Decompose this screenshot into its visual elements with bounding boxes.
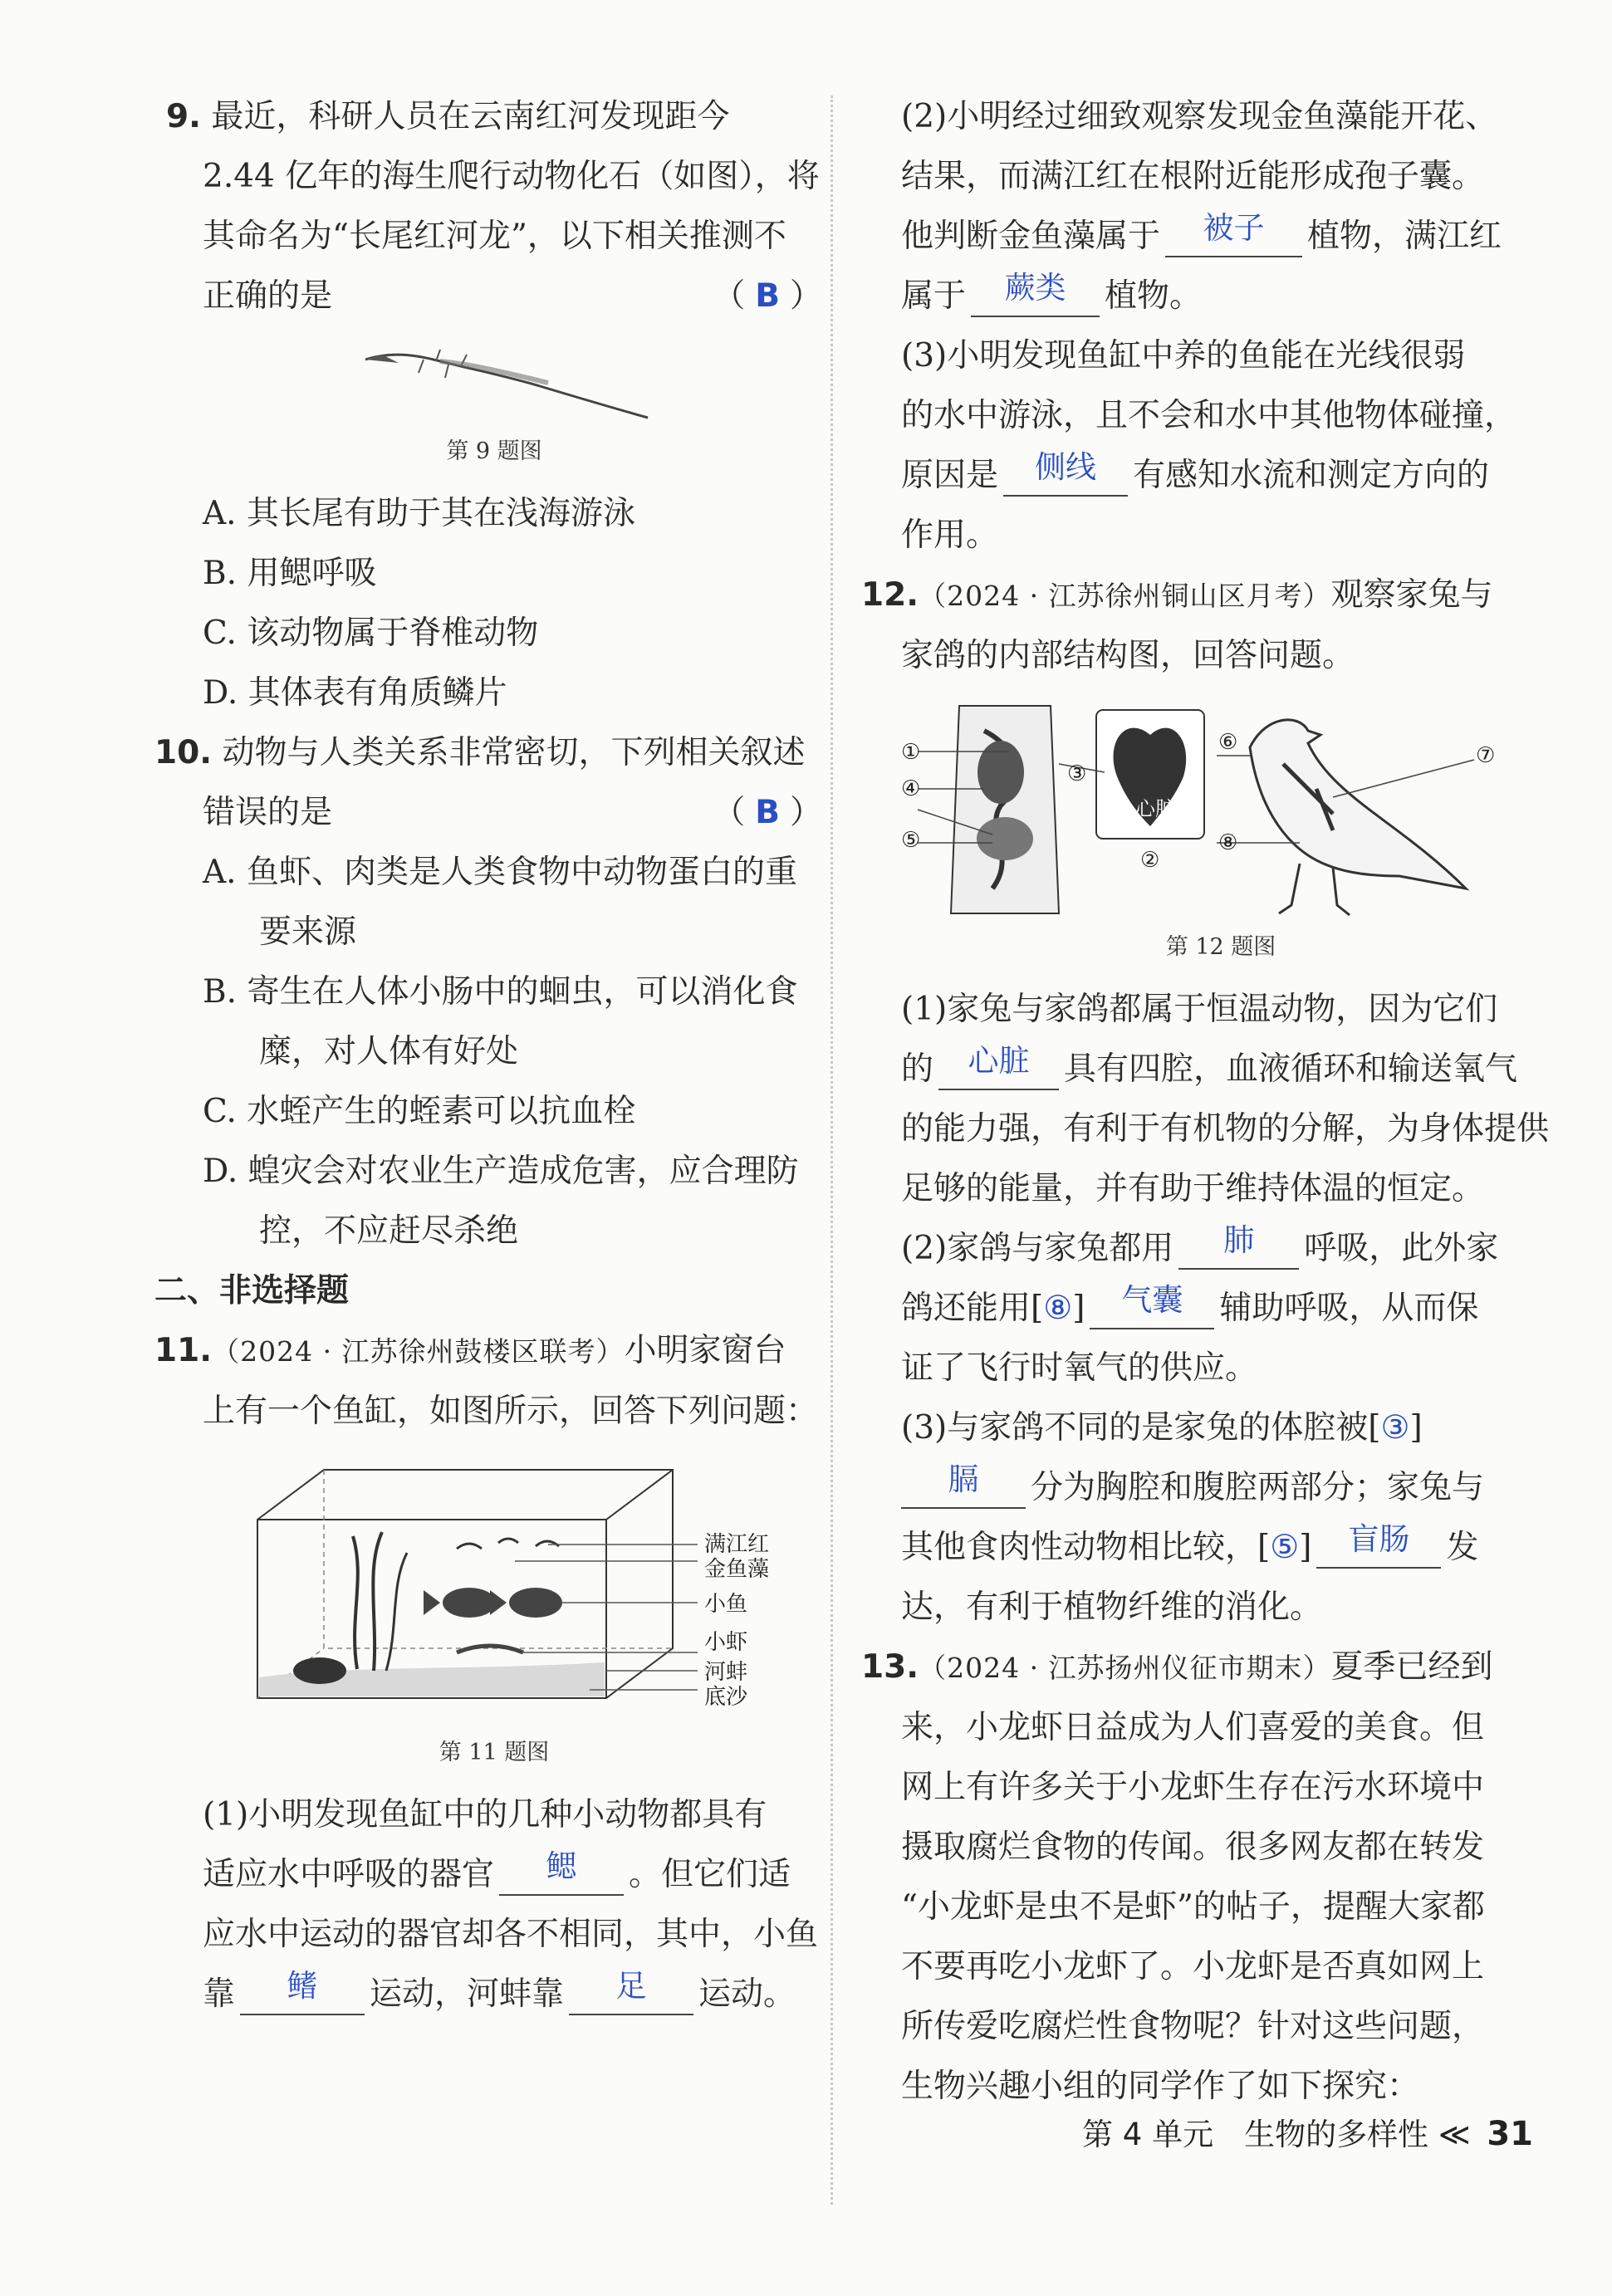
question-text: 摄取腐烂食物的传闻。很多网友都在转发 (901, 1828, 1485, 1866)
question-text: 的能力强，有利于有机物的分解，为身体提供 (901, 1110, 1550, 1148)
question-text: 错误的是 （ B ） (166, 783, 822, 843)
answer-bracket: （ B ） (713, 794, 822, 831)
question-text: 他判断金鱼藻属于 被子 植物，满江红 (901, 207, 1541, 267)
answer-blank: 盲肠 (1316, 1529, 1441, 1569)
question-11: 11.（2024 · 江苏徐州鼓楼区联考）小明家窗台 上有一个鱼缸，如图所示，回答下列问题： 满江红 金鱼藻 小鱼 小虾 河蚌 底沙 第 11 题图 (1)小明发现鱼缸中的几种小动物都具有 适应水中呼吸的器官 鳃 。但它们适 应水中运动的器官却各不相同，其中，小鱼 靠 鳍 运动，河蚌靠 足 运动。 (166, 1321, 822, 2024)
option-b: B. 寄生在人体小肠中的蛔虫，可以消化食 (203, 973, 798, 1011)
option-b: B. 用鳃呼吸 (203, 555, 377, 592)
option-d: D. 蝗灾会对农业生产造成危害，应合理防 (203, 1153, 799, 1190)
question-text: 属于 蕨类 植物。 (901, 267, 1541, 326)
answer-blank: 蕨类 (971, 277, 1100, 317)
answer-letter: B (755, 794, 780, 831)
question-text: 其他食肉性动物相比较，[⑤] 盲肠 发 (901, 1518, 1541, 1578)
column-divider (830, 95, 833, 2205)
option-b-cont: 糜，对人体有好处 (259, 1033, 519, 1070)
label-manjianghong: 满江红 (704, 1532, 770, 1557)
option-c: C. 该动物属于脊椎动物 (203, 614, 539, 652)
marker-7: ⑦ (1476, 743, 1496, 768)
question-text: 最近，科研人员在云南红河发现距今 (211, 98, 730, 135)
page-footer (1082, 2109, 1533, 2154)
answer-blank: 肺 (1178, 1230, 1299, 1270)
question-text: 生物兴趣小组的同学作了如下探究： (901, 2068, 1420, 2105)
question-text: 靠 鳍 运动，河蚌靠 足 运动。 (166, 1965, 822, 2024)
label-xiaoyu: 小鱼 (704, 1592, 748, 1617)
question-source: （2024 · 江苏徐州铜山区月考） (919, 580, 1331, 612)
answer-bracket: （ B ） (713, 277, 822, 315)
question-text: (2)小明经过细致观察发现金鱼藻能开花、 (901, 98, 1498, 135)
section-heading: 二、非选择题 (154, 1272, 350, 1310)
answer-marker: ③ (1380, 1409, 1410, 1447)
option-a: A. 其长尾有助于其在浅海游泳 (203, 495, 635, 532)
fossil-figure (357, 326, 656, 426)
answer-blank: 鳃 (499, 1856, 624, 1896)
question-number: 9. (166, 98, 201, 135)
marker-8: ⑧ (1218, 830, 1238, 855)
label-jinyuzao: 金鱼藻 (704, 1557, 770, 1582)
question-text: 动物与人类关系非常密切，下列相关叙述 (222, 734, 806, 771)
option-d: D. 其体表有角质鳞片 (203, 674, 507, 712)
option-a-cont: 要来源 (259, 913, 357, 951)
label-xiaoxia: 小虾 (704, 1630, 748, 1655)
question-text: 原因是 侧线 有感知水流和测定方向的 (901, 446, 1541, 506)
option-a: A. 鱼虾、肉类是人类食物中动物蛋白的重 (203, 854, 797, 891)
question-text: (2)家鸽与家兔都用 肺 呼吸，此外家 (901, 1219, 1541, 1279)
left-column (154, 87, 822, 2024)
figure-caption: 第 12 题图 (1165, 934, 1276, 960)
marker-3: ③ (1067, 761, 1087, 786)
question-text: 正确的是 （ B ） (166, 267, 822, 326)
figure-caption: 第 11 题图 (439, 1740, 550, 1765)
question-text: 作用。 (901, 516, 999, 554)
question-number: 11. (154, 1332, 213, 1369)
answer-blank: 气囊 (1090, 1290, 1214, 1329)
question-text: 结果，而满江红在根附近能形成孢子囊。 (901, 158, 1485, 195)
question-text: 不要再吃小龙虾了。小龙虾是否真如网上 (901, 1948, 1485, 1985)
question-text: 家鸽的内部结构图，回答问题。 (901, 637, 1355, 674)
question-text: 的 心脏 具有四腔，血液循环和输送氧气 (901, 1040, 1541, 1099)
answer-blank: 足 (569, 1975, 693, 2015)
marker-5: ⑤ (901, 828, 921, 853)
question-text: “小龙虾是虫不是虾”的帖子，提醒大家都 (901, 1888, 1485, 1926)
question-text: 的水中游泳，且不会和水中其他物体碰撞， (901, 397, 1517, 434)
question-text: 证了飞行时氧气的供应。 (901, 1349, 1258, 1387)
answer-blank: 被子 (1165, 218, 1302, 257)
question-number: 10. (154, 734, 213, 771)
question-text: 膈 分为胸腔和腹腔两部分；家兔与 (901, 1458, 1541, 1518)
unit-title: 第 4 单元 生物的多样性 (1082, 2117, 1429, 2152)
answer-marker: ⑧ (1043, 1290, 1073, 1327)
marker-2: ② (1140, 848, 1160, 873)
answer-blank: 心脏 (938, 1050, 1059, 1090)
question-text: 其命名为“长尾红河龙”，以下相关推测不 (203, 218, 786, 255)
right-column (861, 87, 1550, 2117)
question-text: 达，有利于植物纤维的消化。 (901, 1589, 1323, 1626)
question-text: 2.44 亿年的海生爬行动物化石（如图），将 (203, 158, 820, 195)
answer-blank: 侧线 (1003, 457, 1128, 497)
fish-tank-figure (249, 1453, 789, 1727)
question-text: 适应水中呼吸的器官 鳃 。但它们适 (166, 1845, 822, 1905)
question-13: 13.（2024 · 江苏扬州仪征市期末）夏季已经到 来，小龙虾日益成为人们喜爱的美食。但 网上有许多关于小龙虾生存在污水环境中 摄取腐烂食物的传闻。很多网友都在转发 “小龙虾是虫不是虾”的帖子，提醒大家都 不要再吃小龙虾了。小龙虾是否真如网上 所传爱吃腐烂性食物呢？针对这些问题， 生物兴趣小组的同学作了如下探究： (901, 1638, 1541, 2117)
question-9 (166, 87, 822, 723)
figure-caption: 第 9 题图 (446, 438, 542, 464)
label-hebang: 河蚌 (704, 1660, 748, 1685)
marker-4: ④ (901, 776, 921, 801)
question-number: 12. (861, 576, 919, 614)
question-text: 鸽还能用[⑧] 气囊 辅助呼吸，从而保 (901, 1279, 1541, 1339)
question-text: 足够的能量，并有助于维持体温的恒定。 (901, 1170, 1485, 1207)
question-source: （2024 · 江苏扬州仪征市期末） (919, 1652, 1331, 1684)
option-d-cont: 控，不应赶尽杀绝 (259, 1212, 519, 1250)
question-10 (154, 723, 822, 1261)
marker-6: ⑥ (1218, 730, 1238, 755)
question-text: 网上有许多关于小龙虾生存在污水环境中 (901, 1769, 1485, 1806)
answer-blank: 膈 (901, 1469, 1026, 1509)
option-c: C. 水蛭产生的蛭素可以抗血栓 (203, 1093, 636, 1130)
question-text: (3)小明发现鱼缸中养的鱼能在光线很弱 (901, 337, 1466, 375)
answer-marker: ⑤ (1270, 1529, 1300, 1566)
question-11-continued (901, 87, 1541, 565)
page-number: 31 (1487, 2115, 1533, 2153)
question-text: (1)家兔与家鸽都属于恒温动物，因为它们 (901, 991, 1498, 1028)
question-text: (3)与家鸽不同的是家兔的体腔被[③] (901, 1409, 1423, 1447)
heart-label: 心脏 (1135, 797, 1175, 820)
answer-blank: 鳍 (240, 1975, 365, 2015)
question-source: （2024 · 江苏徐州鼓楼区联考） (212, 1335, 625, 1368)
marker-1: ① (901, 740, 921, 765)
question-text: (1)小明发现鱼缸中的几种小动物都具有 (203, 1796, 767, 1833)
question-text: 来，小龙虾日益成为人们喜爱的美食。但 (901, 1709, 1485, 1746)
chevron-left-icon: ≪ (1438, 2117, 1471, 2152)
question-text: 所传爱吃腐烂性食物呢？针对这些问题， (901, 2008, 1485, 2045)
question-text: 应水中运动的器官却各不相同，其中，小鱼 (203, 1916, 819, 1953)
answer-letter: B (755, 277, 780, 315)
rabbit-pigeon-figure (901, 698, 1499, 922)
question-number: 13. (861, 1648, 919, 1686)
question-text: 上有一个鱼缸，如图所示，回答下列问题： (203, 1393, 819, 1430)
label-dısha: 底沙 (704, 1685, 748, 1710)
question-12: 12.（2024 · 江苏徐州铜山区月考）观察家兔与 家鸽的内部结构图，回答问题。 心脏 ① ② ③ ④ ⑤ ⑥ ⑦ ⑧ 第 12 题图 (1)家兔与家鸽都属于恒温动物，因为它们 的 心脏 具有四腔，血液循环和输送氧气 的能力强，有利于有机物的分解，为身体提供 足够的能量，并有助于维持体温的恒定。 (2)家鸽与家兔都用 肺 呼吸，此外家 鸽还能用[⑧] 气囊 辅助呼吸，从而保 证了飞行时氧气的供应。 (3)与家鸽不同的是家兔的体腔被[③] 膈 分为胸腔和腹腔两部分；家兔与 其他食肉性动物相比较，[⑤] 盲肠 发 达，有利于植物纤维的消化。 (901, 565, 1541, 1638)
